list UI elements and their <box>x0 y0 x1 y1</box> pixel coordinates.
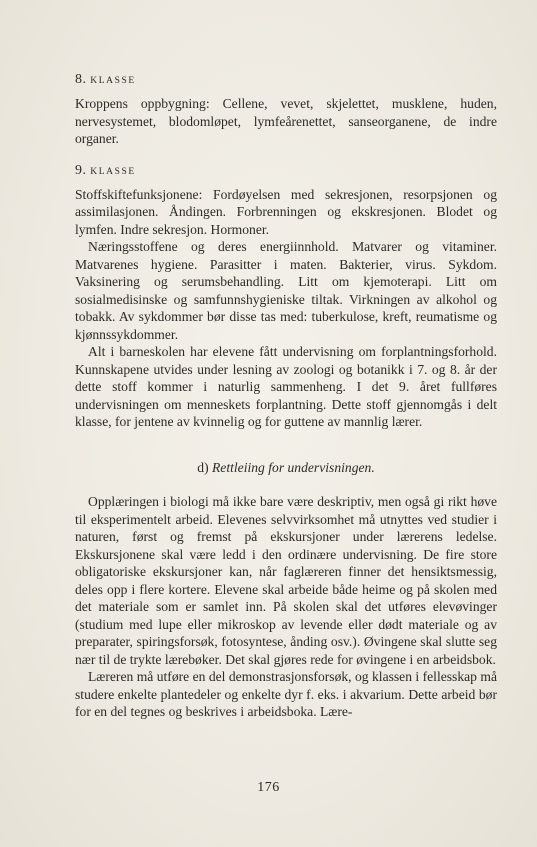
paragraph: Stoffskiftefunksjonene: Fordøyelsen med sekresjonen, resorpsjonen og assimilasjonen. Åndingen. Forbrenningen og ekskresjonen. Blodet og lymfen. Indre sekresjon. Hormoner. <box>75 186 497 237</box>
paragraph: Læreren må utføre en del demonstrasjonsforsøk, og klassen i fellesskap må studere enkelte plantedeler og enkelte dyr f. eks. i akvarium. Dette arbeid bør for en del tegnes og beskrives i arbeidsboka. Lære- <box>75 669 497 719</box>
page-number: 176 <box>257 780 280 795</box>
section-label: KLASSE <box>90 166 136 177</box>
paragraph: Næringsstoffene og deres energiinnhold. Matvarer og vitaminer. Matvarenes hygiene. Parasitter i maten. Bakterier, virus. Sykdom. Vaksinering og serumsbehandling. Litt om kjemoterapi. Litt om sosialmedisinske og samfunnshygieniske tiltak. Virkningen av alkohol og tobakk. Av sykdommer bør disse tas med: tuberkulose, kreft, reumatisme og kjønnssykdommer. <box>75 239 497 342</box>
section-number: 9. <box>75 162 87 178</box>
paragraph: Opplæringen i biologi må ikke bare være deskriptiv, men også gi rikt høve til eksperimentelt arbeid. Elevenes selvvirksomhet må utnyttes ved studier i naturen, først og fremst på ekskursjoner under lærerens ledelse. Ekskursjonene skal være ledd i den ordinære undervisning. De fire store obligatoriske ekskursjoner kan, når faglæreren finner det hensiktsmessig, deles opp i flere kortere. Elevene skal arbeide både heime og på skolen med det materiale som er samlet inn. På skolen skal det utføres elevøvinger (studium med lupe eller mikroskop av levende eller dødt materiale og av preparater, spiringsforsøk, fotosyntese, ånding osv.). Øvingene skal slutte seg nær til de trykte lærebøker. Det skal gjøres rede for øvingene i en arbeidsbok. <box>75 494 497 667</box>
paragraph: Kroppens oppbygning: Cellene, vevet, skjelettet, musklene, huden, nervesystemet, blodomløpet, lymfeårenettet, sanseorganene, de indre organer. <box>75 96 497 146</box>
section-title-text: Rettleiing for undervisningen. <box>212 459 375 475</box>
section-title-d <box>75 459 497 477</box>
page-content <box>75 70 497 721</box>
section-heading-8 <box>75 70 497 90</box>
section-prefix: d) <box>197 459 209 475</box>
section-heading-9 <box>75 161 497 181</box>
section-number: 8. <box>75 72 87 87</box>
section-label: KLASSE <box>90 76 136 86</box>
paragraph: Alt i barneskolen har elevene fått undervisning om forplantningsforhold. Kunnskapene utvides under lesning av zoologi og botanikk i 7. og 8. år der dette stoff kommer i naturlig sammenheng. I det 9. året fullføres undervisningen om menneskets forplantning. Dette stoff gjennomgås i delt klasse, for jentene av kvinnelig og for guttene av mannlig lærer. <box>75 344 497 429</box>
